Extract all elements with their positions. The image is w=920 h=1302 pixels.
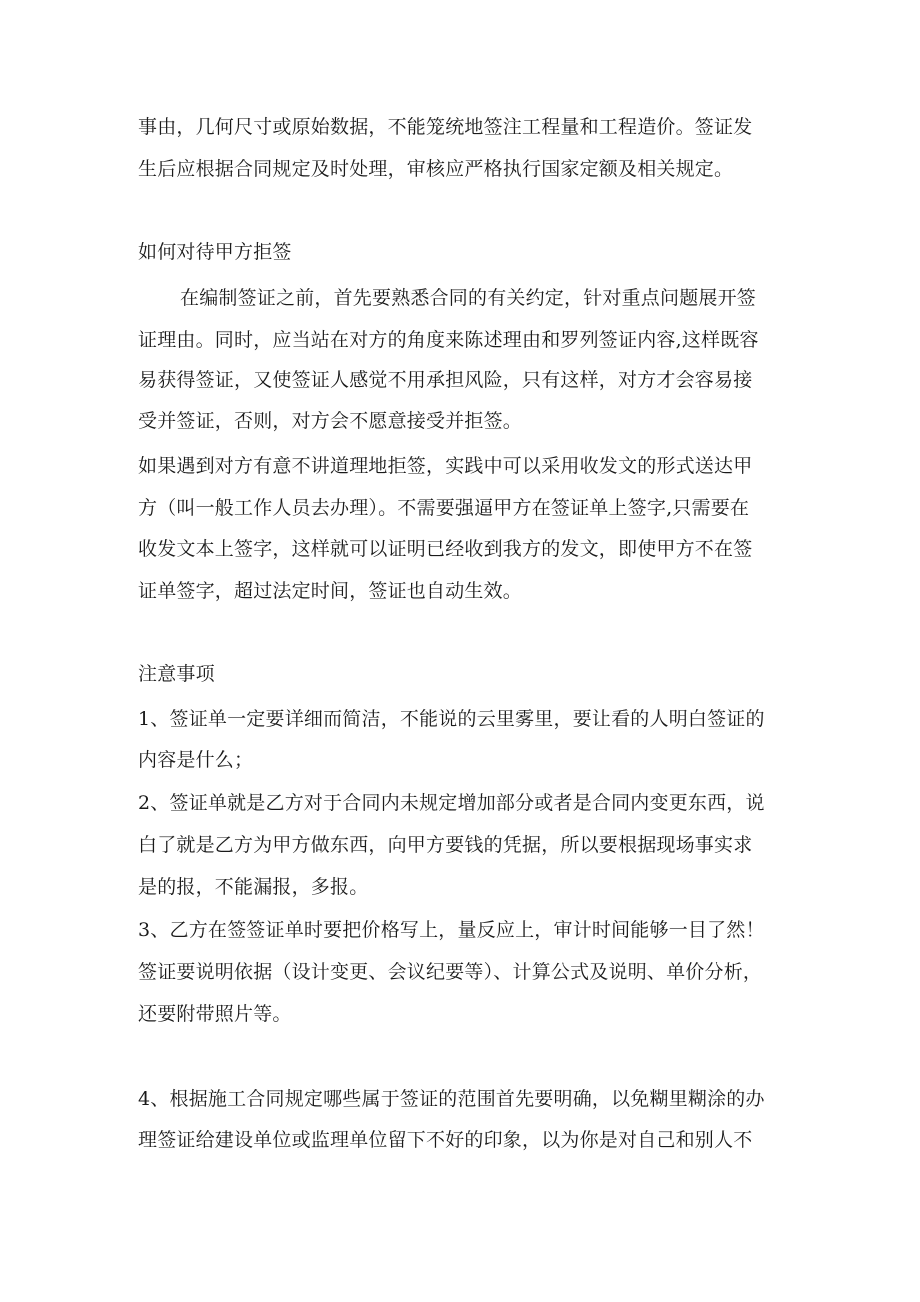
refusal-para2-line-4: 证单签字，超过法定时间，签证也自动生效。: [138, 580, 523, 602]
notes-item3-line-3: 还要附带照片等。: [138, 1003, 292, 1025]
refusal-para1-line-4: 受并签证，否则，对方会不愿意接受并拒签。: [138, 410, 523, 432]
intro-line-2: 生后应根据合同规定及时处理，审核应严格执行国家定额及相关规定。: [138, 158, 734, 180]
notes-heading: 注意事项: [138, 663, 215, 685]
notes-item2-line-2: 白了就是乙方为甲方做东西，向甲方要钱的凭据，所以要根据现场事实求: [138, 834, 753, 856]
refusal-para1-line-2: 证理由。同时，应当站在对方的角度来陈述理由和罗列签证内容,这样既容: [138, 329, 759, 351]
notes-item1-line-1: 1、签证单一定要详细而简洁，不能说的云里雾里，要让看的人明白签证的: [138, 708, 765, 730]
refusal-para1-line-1: 在编制签证之前，首先要熟悉合同的有关约定，针对重点问题展开签: [180, 287, 757, 309]
refusal-para2-line-2: 方（叫一般工作人员去办理）。不需要强逼甲方在签证单上签字,只需要在: [138, 497, 750, 519]
notes-item4-line-1: 4、根据施工合同规定哪些属于签证的范围首先要明确，以免糊里糊涂的办: [138, 1088, 765, 1110]
notes-item3-line-1: 3、乙方在签签证单时要把价格写上，量反应上，审计时间能够一目了然！: [138, 919, 765, 941]
refusal-para2-line-1: 如果遇到对方有意不讲道理地拒签，实践中可以采用收发文的形式送达甲: [138, 455, 753, 477]
notes-item1-line-2: 内容是什么；: [138, 749, 254, 771]
refusal-para1-line-3: 易获得签证，又使签证人感觉不用承担风险，只有这样，对方才会容易接: [138, 369, 753, 391]
notes-item3-line-2: 签证要说明依据（设计变更、会议纪要等）、计算公式及说明、单价分析，: [138, 961, 763, 983]
notes-item2-line-3: 是的报，不能漏报，多报。: [138, 876, 369, 898]
intro-line-1: 事由，几何尺寸或原始数据，不能笼统地签注工程量和工程造价。签证发: [138, 116, 753, 138]
refusal-heading: 如何对待甲方拒签: [138, 241, 292, 263]
refusal-para2-line-3: 收发文本上签字，这样就可以证明已经收到我方的发文，即使甲方不在签: [138, 538, 753, 560]
notes-item4-line-2: 理签证给建设单位或监理单位留下不好的印象，以为你是对自己和别人不: [138, 1129, 753, 1151]
notes-item2-line-1: 2、签证单就是乙方对于合同内未规定增加部分或者是合同内变更东西，说: [138, 792, 765, 814]
